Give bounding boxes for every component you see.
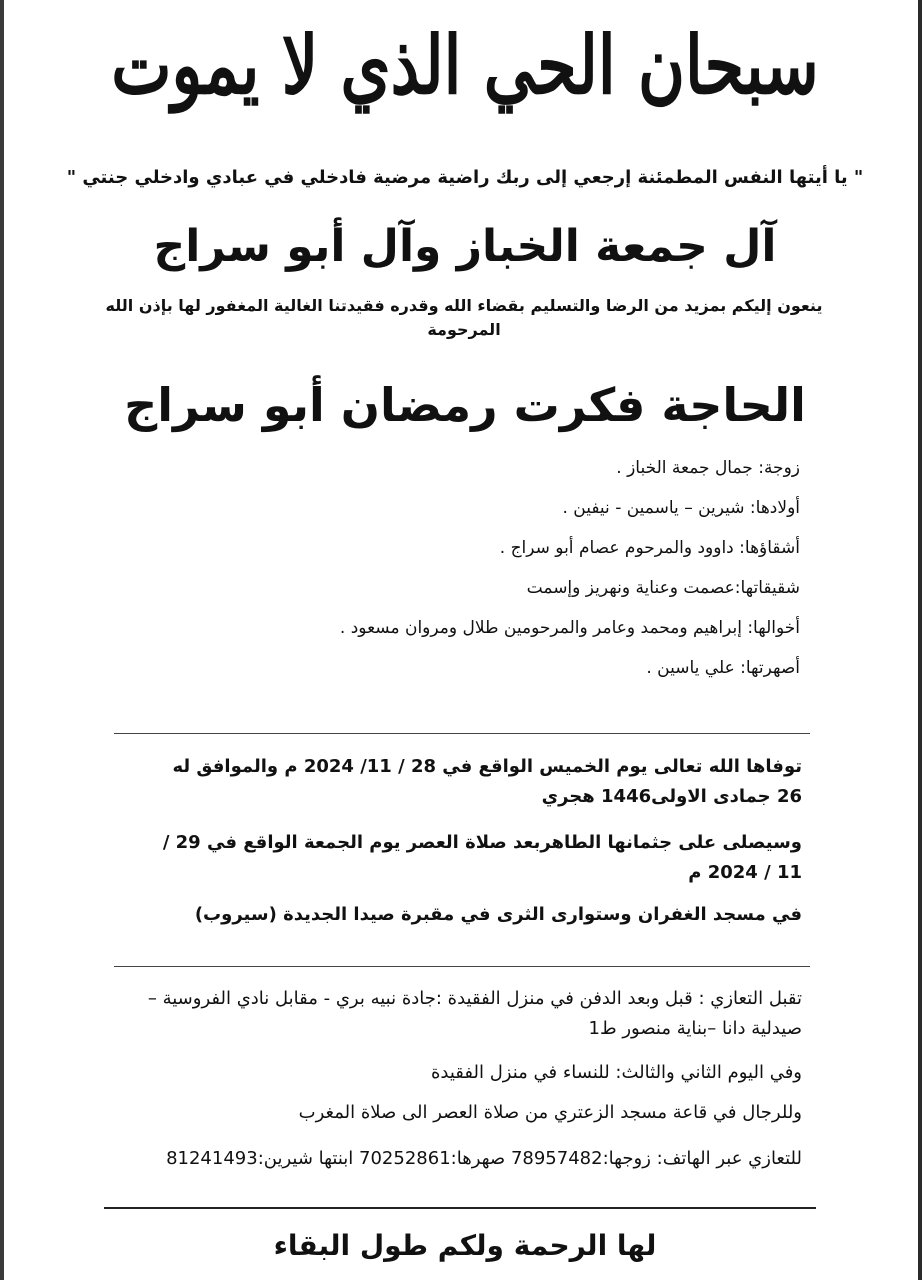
relative-in-laws: أصهرتها: علي ياسين . — [646, 658, 800, 678]
relative-brothers: أشقاؤها: داوود والمرحوم عصام أبو سراج . — [499, 538, 800, 558]
condolences-women: وفي اليوم الثاني والثالث: للنساء في منزل الفقيدة — [430, 1062, 802, 1083]
divider-line — [104, 1207, 816, 1209]
relative-uncles: أخوالها: إبراهيم ومحمد وعامر والمرحومين طلال ومروان مسعود . — [339, 618, 800, 638]
relatives-list — [100, 448, 800, 688]
condolences-men: وللرجال في قاعة مسجد الزعتري من صلاة العصر الى صلاة المغرب — [298, 1102, 802, 1123]
divider-line — [114, 733, 810, 734]
condolences-location: تقبل التعازي : قبل وبعد الدفن في منزل الفقيدة :جادة نبيه بري - مقابل نادي الفروسية – صيدلية دانا –بناية منصور ط1 — [147, 988, 802, 1039]
deceased-name: الحاجة فكرت رمضان أبو سراج — [124, 378, 806, 432]
relative-sisters: شقيقاتها:عصمت وعناية ونهريز وإسمت — [526, 578, 800, 598]
burial-info: في مسجد الغفران وستوارى الثرى في مقبرة صيدا الجديدة (سيروب) — [194, 904, 802, 925]
relative-husband: زوجة: جمال جمعة الخباز . — [616, 458, 800, 478]
closing-phrase: لها الرحمة ولكم طول البقاء — [273, 1229, 657, 1262]
announcement-text: ينعون إليكم بمزيد من الرضا والتسليم بقضاء الله وقدره فقيدتنا الغالية المغفور لها بإذن الله المرحومة — [105, 296, 823, 339]
divider-line — [114, 966, 810, 967]
calligraphy-header: سبحان الحي الذي لا يموت — [111, 19, 819, 113]
death-date-info: توفاها الله تعالى يوم الخميس الواقع في 28 / 11/ 2024 م والموافق له 26 جمادى الاولى1446 هجري — [172, 756, 802, 807]
relative-children: أولادها: شيرين – ياسمين - نيفين . — [562, 498, 800, 518]
condolences-phone: للتعازي عبر الهاتف: زوجها:78957482 صهرها:70252861 ابنتها شيرين:81241493 — [166, 1148, 802, 1169]
quran-verse: " يا أيتها النفس المطمئنة إرجعي إلى ربك راضية مرضية فادخلي في عبادي وادخلي جنتي " — [66, 167, 864, 188]
funeral-prayer-info: وسيصلى على جثمانها الطاهربعد صلاة العصر يوم الجمعة الواقع في 29 / 11 / 2024 م — [162, 832, 802, 883]
family-title: آل جمعة الخباز وآل أبو سراج — [153, 221, 777, 272]
